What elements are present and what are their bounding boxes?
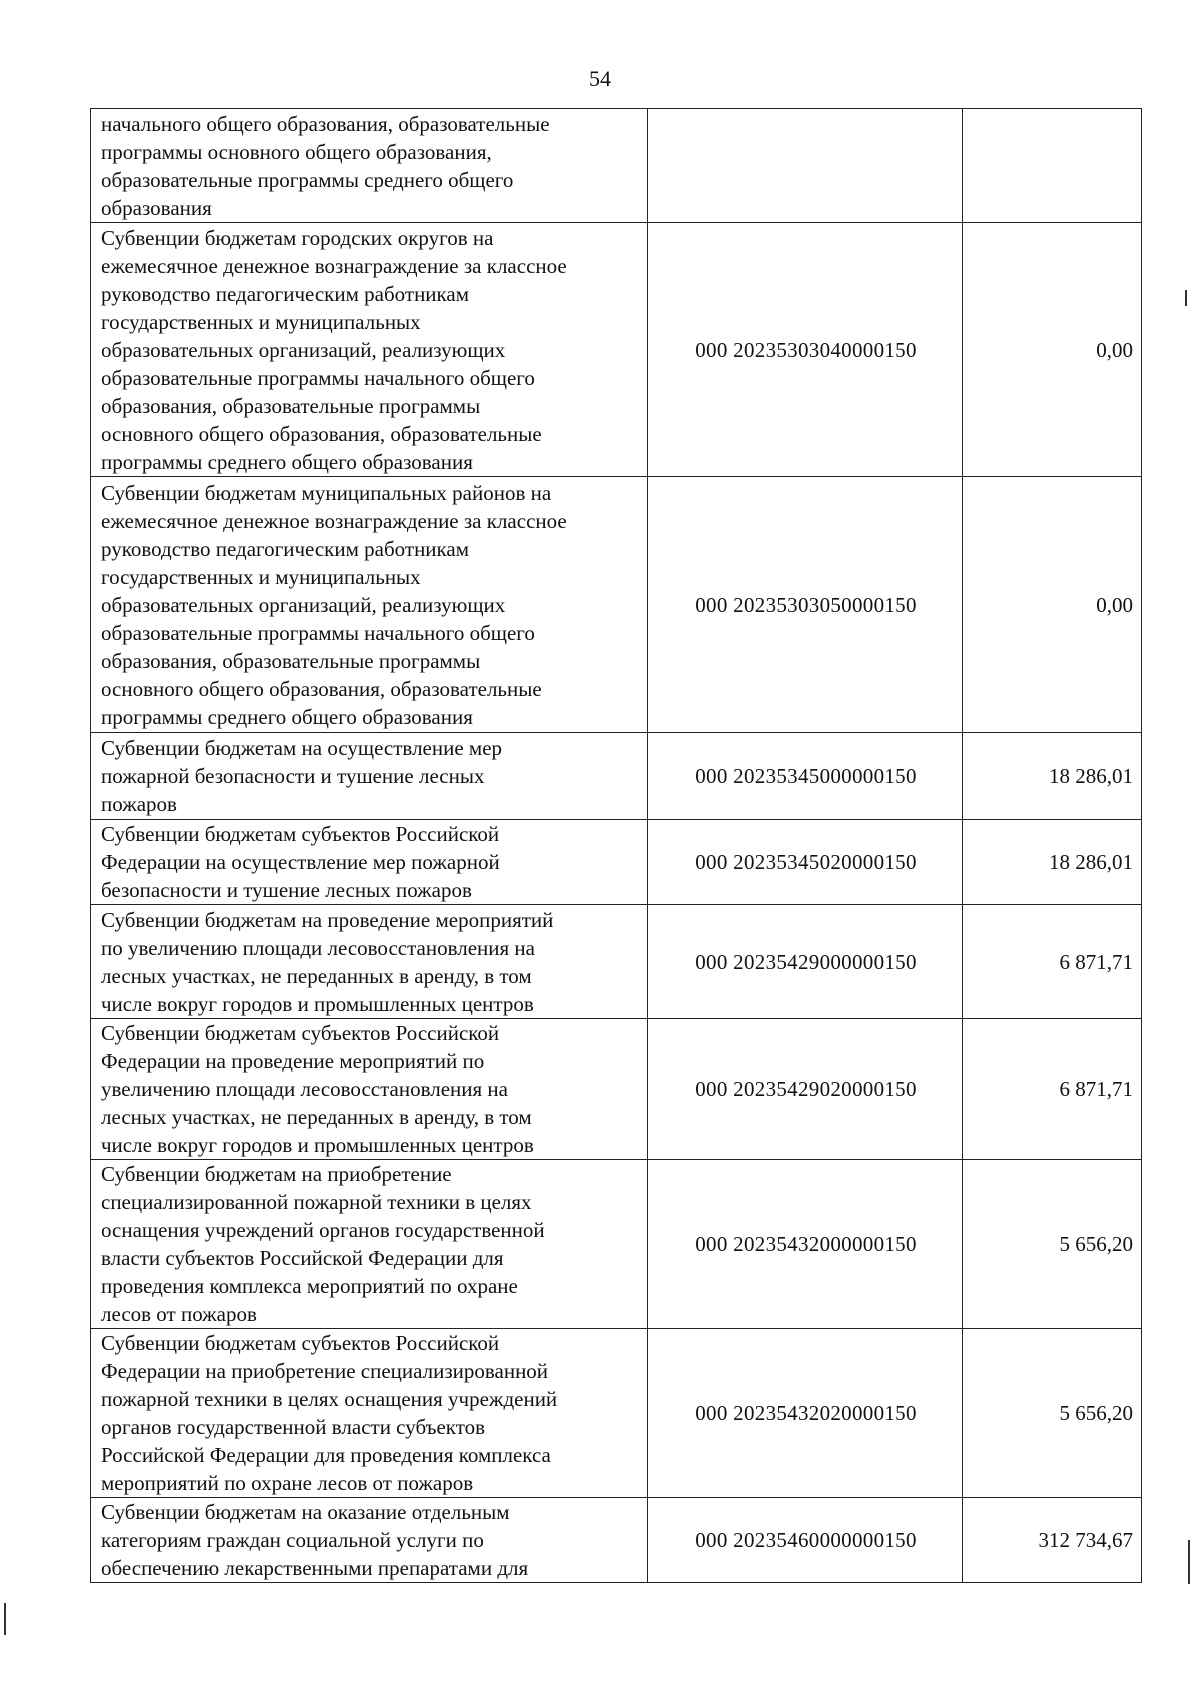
description-line: образования: [101, 195, 212, 220]
description-line: Субвенции бюджетам на осуществление мер: [101, 736, 503, 760]
table-body: [91, 109, 1142, 1583]
description-line: Субвенции бюджетам субъектов Российской: [101, 1021, 500, 1045]
table-row: [91, 109, 1142, 223]
description-line: программы среднего общего образования: [101, 449, 473, 474]
description-line: Субвенции бюджетам городских округов на: [101, 225, 494, 250]
description-line: пожаров: [101, 792, 177, 816]
row-code: 000 20235429020000150: [648, 1019, 963, 1160]
row-description: [91, 109, 648, 223]
description-line: мероприятий по охране лесов от пожаров: [101, 1471, 474, 1495]
scan-mark-right-bottom: [1188, 1540, 1190, 1584]
table-row: [91, 905, 1142, 1019]
table-row: [91, 477, 1142, 733]
description-line: образовательные программы начального общего: [101, 365, 535, 390]
description-line: обеспечению лекарственными препаратами для: [101, 1556, 529, 1580]
row-code: 000 20235303040000150: [648, 223, 963, 477]
row-value: 0,00: [963, 223, 1142, 477]
description-line: лесных участках, не переданных в аренду, в том: [101, 963, 532, 988]
description-line: образовательных организаций, реализующих: [101, 592, 506, 617]
row-code: 000 20235303050000150: [648, 477, 963, 733]
row-description: [91, 223, 648, 477]
description-line: числе вокруг городов и промышленных центров: [101, 991, 534, 1016]
description-line: Субвенции бюджетам на приобретение: [101, 1162, 452, 1186]
row-code: 000 20235460000000150: [648, 1498, 963, 1583]
description-line: Субвенции бюджетам субъектов Российской: [101, 822, 500, 846]
description-line: образования, образовательные программы: [101, 393, 481, 418]
description-line: начального общего образования, образовательные: [101, 111, 550, 136]
description-line: органов государственной власти субъектов: [101, 1415, 486, 1439]
description-line: Федерации на осуществление мер пожарной: [101, 850, 500, 874]
description-line: образования, образовательные программы: [101, 648, 481, 673]
description-line: ежемесячное денежное вознаграждение за классное: [101, 508, 567, 533]
table-row: [91, 733, 1142, 820]
row-value: [963, 109, 1142, 223]
description-line: Федерации на проведение мероприятий по: [101, 1049, 485, 1073]
description-line: программы среднего общего образования: [101, 704, 473, 729]
row-description: [91, 477, 648, 733]
row-value: 0,00: [963, 477, 1142, 733]
description-line: основного общего образования, образовательные: [101, 421, 542, 446]
description-line: ежемесячное денежное вознаграждение за классное: [101, 253, 567, 278]
scan-mark-right-top: [1185, 290, 1187, 306]
row-value: 18 286,01: [963, 733, 1142, 820]
description-line: образовательных организаций, реализующих: [101, 337, 506, 362]
table-row: [91, 1160, 1142, 1329]
row-code: 000 20235429000000150: [648, 905, 963, 1019]
row-description: [91, 733, 648, 820]
row-value: 6 871,71: [963, 1019, 1142, 1160]
table-row: [91, 820, 1142, 905]
description-line: программы основного общего образования,: [101, 139, 492, 164]
description-line: Субвенции бюджетам муниципальных районов на: [101, 480, 552, 505]
description-line: пожарной безопасности и тушение лесных: [101, 764, 485, 788]
description-line: специализированной пожарной техники в целях: [101, 1190, 532, 1214]
row-code: 000 20235345020000150: [648, 820, 963, 905]
page-number: 54: [589, 66, 611, 91]
description-line: безопасности и тушение лесных пожаров: [101, 878, 472, 902]
row-description: [91, 1160, 648, 1329]
description-line: проведения комплекса мероприятий по охране: [101, 1274, 518, 1298]
description-line: Субвенции бюджетам на проведение мероприятий: [101, 907, 554, 932]
row-description: [91, 905, 648, 1019]
description-line: Федерации на приобретение специализированной: [101, 1359, 549, 1383]
description-line: числе вокруг городов и промышленных центров: [101, 1133, 534, 1157]
description-line: оснащения учреждений органов государственной: [101, 1218, 545, 1242]
description-line: руководство педагогическим работникам: [101, 281, 470, 306]
row-description: [91, 1329, 648, 1498]
table-row: [91, 1498, 1142, 1583]
row-value: 5 656,20: [963, 1329, 1142, 1498]
row-value: 5 656,20: [963, 1160, 1142, 1329]
table-row: [91, 1329, 1142, 1498]
description-line: лесных участках, не переданных в аренду, в том: [101, 1105, 532, 1129]
description-line: увеличению площади лесовосстановления на: [101, 1077, 508, 1101]
scan-mark-left-bottom: [4, 1603, 6, 1635]
row-code: [648, 109, 963, 223]
description-line: Субвенции бюджетам на оказание отдельным: [101, 1500, 510, 1524]
description-line: основного общего образования, образовательные: [101, 676, 542, 701]
description-line: образовательные программы среднего общего: [101, 167, 514, 192]
row-code: 000 20235432000000150: [648, 1160, 963, 1329]
description-line: пожарной техники в целях оснащения учреждений: [101, 1387, 558, 1411]
description-line: образовательные программы начального общего: [101, 620, 535, 645]
table-row: [91, 223, 1142, 477]
description-line: Российской Федерации для проведения комплекса: [101, 1443, 551, 1467]
row-description: [91, 1498, 648, 1583]
description-line: государственных и муниципальных: [101, 309, 421, 334]
description-line: лесов от пожаров: [101, 1302, 257, 1326]
row-description: [91, 1019, 648, 1160]
description-line: государственных и муниципальных: [101, 564, 421, 589]
row-value: 6 871,71: [963, 905, 1142, 1019]
revenue-table: [90, 108, 1142, 1583]
description-line: Субвенции бюджетам субъектов Российской: [101, 1331, 500, 1355]
row-description: [91, 820, 648, 905]
table-row: [91, 1019, 1142, 1160]
description-line: руководство педагогическим работникам: [101, 536, 470, 561]
row-code: 000 20235345000000150: [648, 733, 963, 820]
row-code: 000 20235432020000150: [648, 1329, 963, 1498]
row-value: 312 734,67: [963, 1498, 1142, 1583]
row-value: 18 286,01: [963, 820, 1142, 905]
description-line: власти субъектов Российской Федерации для: [101, 1246, 504, 1270]
description-line: категориям граждан социальной услуги по: [101, 1528, 484, 1552]
description-line: по увеличению площади лесовосстановления на: [101, 935, 535, 960]
